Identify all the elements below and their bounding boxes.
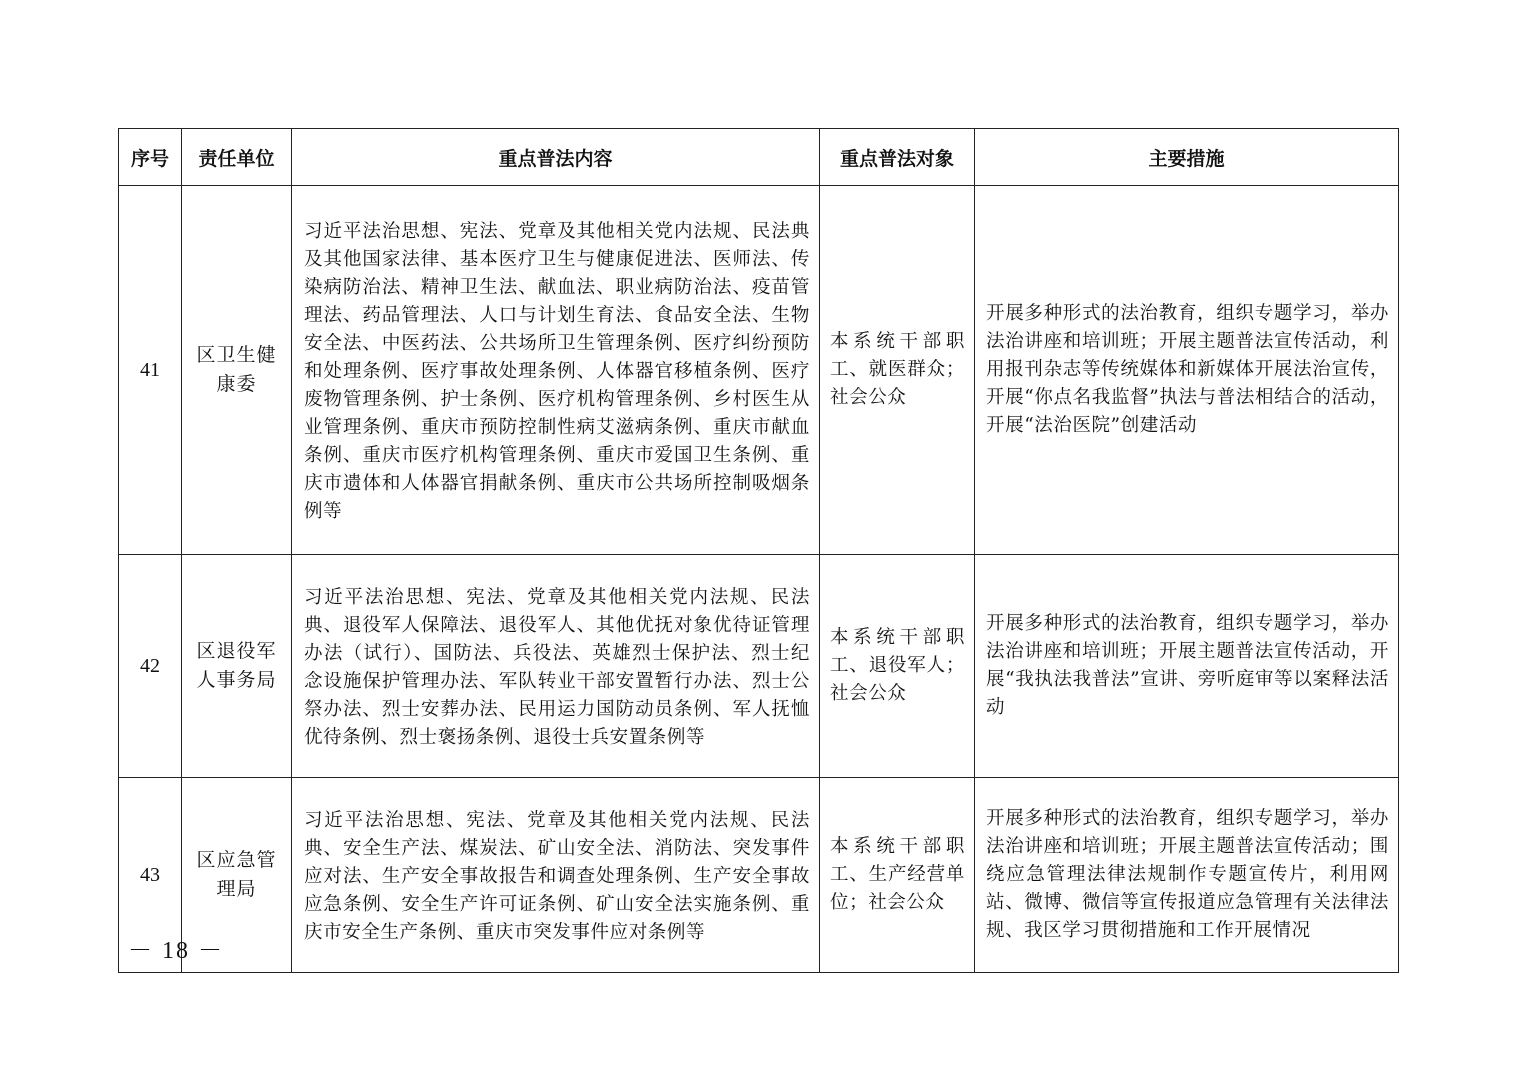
table-row <box>119 555 1399 778</box>
row-content: 习近平法治思想、宪法、党章及其他相关党内法规、民法典、退役军人保障法、退役军人、其他优抚对象优待证管理办法（试行）、国防法、兵役法、英雄烈士保护法、烈士纪念设施保护管理办法、军队转业干部安置暂行办法、烈士公祭办法、烈士安葬办法、民用运力国防动员条例、军人抚恤优待条例、烈士褒扬条例、退役士兵安置条例等 <box>292 555 820 778</box>
row-target: 本系统干部职工、退役军人；社会公众 <box>820 555 975 778</box>
table-header-row <box>119 129 1399 186</box>
header-unit: 责任单位 <box>182 129 292 186</box>
row-measure: 开展多种形式的法治教育，组织专题学习，举办法治讲座和培训班；开展主题普法宣传活动，开展“我执法我普法”宣讲、旁听庭审等以案释法活动 <box>975 555 1399 778</box>
header-target: 重点普法对象 <box>820 129 975 186</box>
header-seq: 序号 <box>119 129 182 186</box>
row-seq: 43 <box>119 778 182 973</box>
law-promotion-table <box>118 128 1399 973</box>
row-target: 本系统干部职工、就医群众；社会公众 <box>820 186 975 555</box>
header-measure: 主要措施 <box>975 129 1399 186</box>
row-unit: 区退役军人事务局 <box>182 555 292 778</box>
row-content: 习近平法治思想、宪法、党章及其他相关党内法规、民法典及其他国家法律、基本医疗卫生与健康促进法、医师法、传染病防治法、精神卫生法、献血法、职业病防治法、疫苗管理法、药品管理法、人口与计划生育法、食品安全法、生物安全法、中医药法、公共场所卫生管理条例、医疗纠纷预防和处理条例、医疗事故处理条例、人体器官移植条例、医疗废物管理条例、护士条例、医疗机构管理条例、乡村医生从业管理条例、重庆市预防控制性病艾滋病条例、重庆市献血条例、重庆市医疗机构管理条例、重庆市爱国卫生条例、重庆市遗体和人体器官捐献条例、重庆市公共场所控制吸烟条例等 <box>292 186 820 555</box>
row-seq: 41 <box>119 186 182 555</box>
table-row <box>119 186 1399 555</box>
row-target: 本系统干部职工、生产经营单位；社会公众 <box>820 778 975 973</box>
page-number: － 18 － <box>128 938 224 964</box>
row-content: 习近平法治思想、宪法、党章及其他相关党内法规、民法典、安全生产法、煤炭法、矿山安全法、消防法、突发事件应对法、生产安全事故报告和调查处理条例、生产安全事故应急条例、安全生产许可证条例、矿山安全法实施条例、重庆市安全生产条例、重庆市突发事件应对条例等 <box>292 778 820 973</box>
row-measure: 开展多种形式的法治教育，组织专题学习，举办法治讲座和培训班；开展主题普法宣传活动；围绕应急管理法律法规制作专题宣传片，利用网站、微博、微信等宣传报道应急管理有关法律法规、我区学习贯彻措施和工作开展情况 <box>975 778 1399 973</box>
row-seq: 42 <box>119 555 182 778</box>
table-row <box>119 778 1399 973</box>
row-measure: 开展多种形式的法治教育，组织专题学习，举办法治讲座和培训班；开展主题普法宣传活动，利用报刊杂志等传统媒体和新媒体开展法治宣传，开展“你点名我监督”执法与普法相结合的活动，开展“法治医院”创建活动 <box>975 186 1399 555</box>
row-unit: 区卫生健康委 <box>182 186 292 555</box>
header-content: 重点普法内容 <box>292 129 820 186</box>
row-unit: 区应急管理局 <box>182 778 292 973</box>
